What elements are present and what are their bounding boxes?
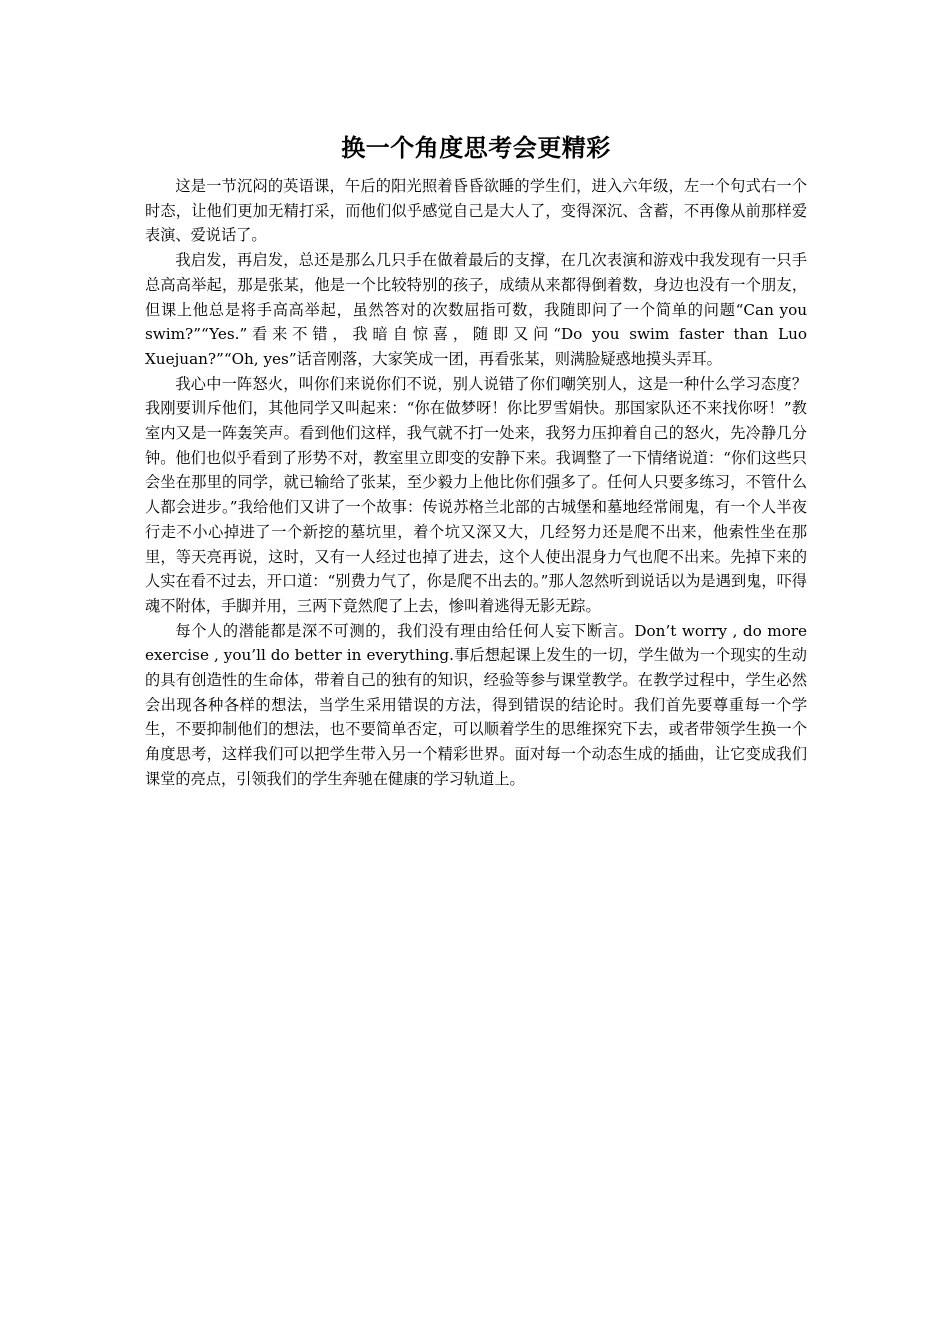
document-title: 换一个角度思考会更精彩 xyxy=(341,133,611,162)
document-page xyxy=(145,128,807,792)
paragraph-2: 我启发，再启发，总还是那么几只手在做着最后的支撑，在几次表演和游戏中我发现有一只手总高高举起，那是张某，他是一个比较特别的孩子，成绩从来都得倒着数，身边也没有一个朋友，但课上他总是将手高高举起，虽然答对的次数屈指可数，我随即问了一个简单的问题“Can you swim?”“Yes.”看来不错，我暗自惊喜，随即又问“Do you swim faster than Luo Xuejuan?”“Oh, yes”话音刚落，大家笑成一团，再看张某，则满脸疑惑地摸头弄耳。 xyxy=(145,251,807,368)
paragraph-4: 每个人的潜能都是深不可测的，我们没有理由给任何人妄下断言。Don’t worry , do more exercise , you’ll do better in everything.事后想起课上发生的一切，学生做为一个现实的生动的具有创造性的生命体，带着自己的独有的知识，经验等参与课堂教学。在教学过程中，学生必然会出现各种各样的想法，当学生采用错误的方法，得到错误的结论时。我们首先要尊重每一个学生，不要抑制他们的想法，也不要简单否定，可以顺着学生的思维探究下去，或者带领学生换一个角度思考，这样我们可以把学生带入另一个精彩世界。面对每一个动态生成的插曲，让它变成我们课堂的亮点，引领我们的学生奔驰在健康的学习轨道上。 xyxy=(145,621,807,788)
paragraph-1: 这是一节沉闷的英语课，午后的阳光照着昏昏欲睡的学生们，进入六年级，左一个句式右一个时态，让他们更加无精打采，而他们似乎感觉自己是大人了，变得深沉、含蓄，不再像从前那样爱表演、爱说话了。 xyxy=(145,177,807,245)
paragraph-3: 我心中一阵怒火，叫你们来说你们不说，别人说错了你们嘲笑别人，这是一种什么学习态度？我刚要训斥他们，其他同学又叫起来：“你在做梦呀！你比罗雪娟快。那国家队还不来找你呀！”教室内又是一阵轰笑声。看到他们这样，我气就不打一处来，我努力压抑着自己的怒火，先冷静几分钟。他们也似乎看到了形势不对，教室里立即变的安静下来。我调整了一下情绪说道：“你们这些只会坐在那里的同学，就已输给了张某，至少毅力上他比你们强多了。任何人只要多练习，不管什么人都会进步。”我给他们又讲了一个故事：传说苏格兰北部的古城堡和墓地经常闹鬼，有一个人半夜行走不小心掉进了一个新挖的墓坑里，着个坑又深又大，几经努力还是爬不出来，他索性坐在那里，等天亮再说，这时，又有一人经过也掉了进去，这个人使出混身力气也爬不出来。先掉下来的人实在看不过去，开口道：“别费力气了，你是爬不出去的。”那人忽然听到说话以为是遇到鬼，吓得魂不附体，手脚并用，三两下竟然爬了上去，惨叫着逃得无影无踪。 xyxy=(145,374,807,615)
